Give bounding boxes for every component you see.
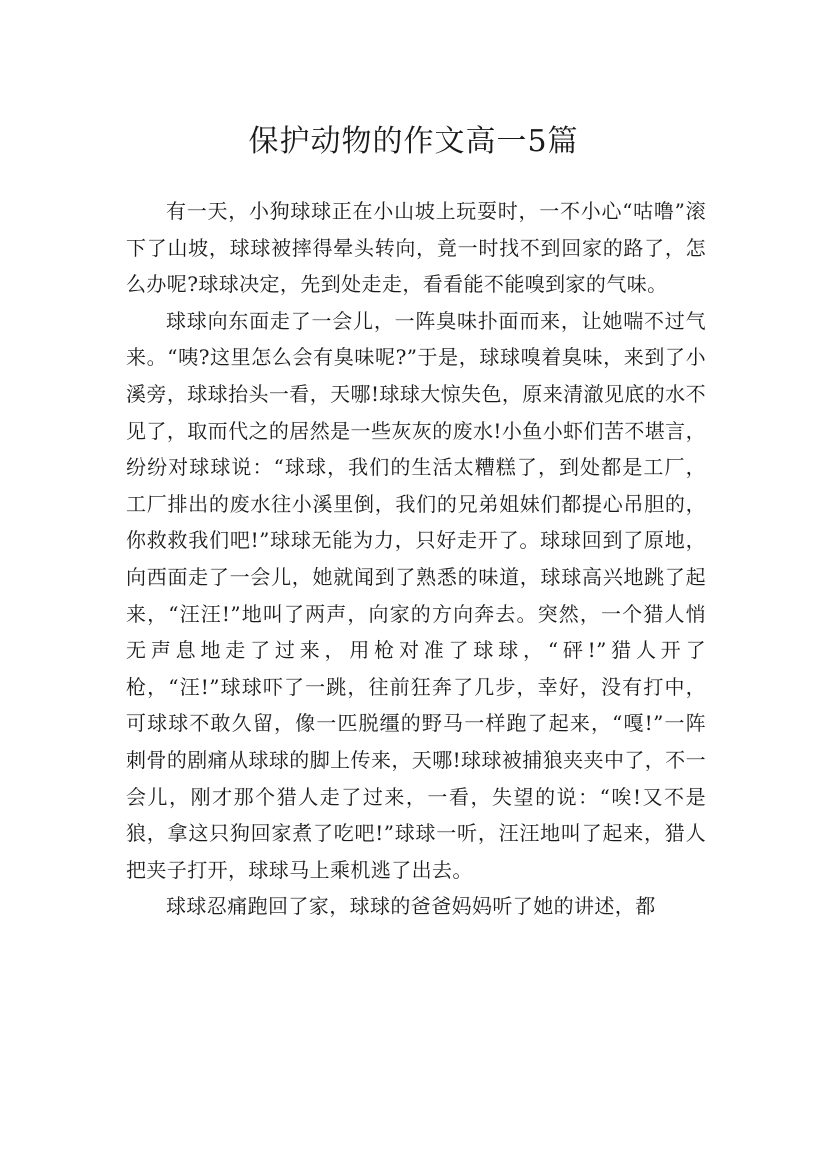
paragraph: 球球向东面走了一会儿，一阵臭味扑面而来，让她喘不过气来。“咦?这里怎么会有臭味呢?”于是，球球嗅着臭味，来到了小溪旁，球球抬头一看，天哪!球球大惊失色，原来清澈见底的水不见了，取而代之的居然是一些灰灰的废水!小鱼小虾们苦不堪言，纷纷对球球说：“球球，我们的生活太糟糕了，到处都是工厂，工厂排出的废水往小溪里倒，我们的兄弟姐妹们都提心吊胆的，你救救我们吧!”球球无能为力，只好走开了。球球回到了原地， 向西面走了一会儿，她就闻到了熟悉的味道，球球高兴地跳了起来，“汪汪!”地叫了两声，向家的方向奔去。突然，一个猎人悄无声息地走了过来，用枪对准了球球，“砰!”猎人开了枪，“汪!”球球吓了一跳，往前狂奔了几步，幸好，没有打中，可球球不敢久留，像一匹脱缰的野马一样跑了起来，“嘎!”一阵刺骨的剧痛从球球的脚上传来，天哪!球球被捕狼夹夹中了，不一会儿，刚才那个猎人走了过来，一看，失望的说：“唉!又不是狼，拿这只狗回家煮了吃吧!”球球一听，汪汪地叫了起来，猎人把夹子打开，球球马上乘机逃了出去。 bbox=[126, 308, 706, 882]
paragraph: 球球忍痛跑回了家，球球的爸爸妈妈听了她的讲述，都 bbox=[166, 894, 656, 919]
document-body bbox=[126, 193, 706, 925]
document-title: 保护动物的作文高一5篇 bbox=[248, 124, 579, 160]
paragraph: 有一天，小狗球球正在小山坡上玩耍时，一不小心“咕噜”滚下了山坡，球球被摔得晕头转向，竟一时找不到回家的路了，怎么办呢?球球决定，先到处走走，看看能不能嗅到家的气味。 bbox=[126, 199, 706, 297]
